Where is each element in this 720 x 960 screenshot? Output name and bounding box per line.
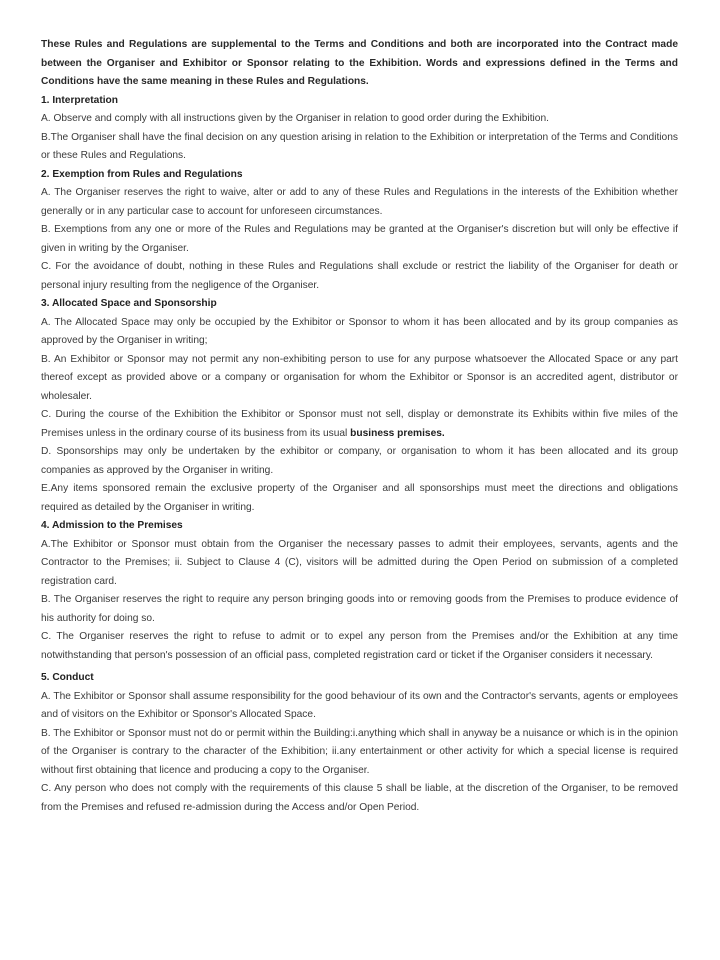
- intro-paragraph: These Rules and Regulations are supplemental to the Terms and Conditions and both are incorporated into the Contract made between the Organiser and Exhibitor or Sponsor relating to the Exhibition. Words and expressions defined in the Terms and Conditions have the same meaning in these Rules and Regulations.: [41, 39, 678, 87]
- section-title: 5. Conduct: [41, 672, 94, 683]
- section-title: 1. Interpretation: [41, 94, 118, 106]
- section-title: 4. Admission to the Premises: [41, 520, 183, 531]
- section-title: 3. Allocated Space and Sponsorship: [41, 298, 217, 309]
- section-allocated-space: [41, 295, 678, 517]
- clause-paragraph: A. The Exhibitor or Sponsor shall assume responsibility for the good behaviour of its own and the Contractor's servants, agents or employees and of visitors on the Exhibitor or Sponsor's Allocated Space.: [41, 690, 678, 720]
- section-interpretation: [41, 92, 678, 166]
- clause-paragraph: C. For the avoidance of doubt, nothing in these Rules and Regulations shall exclude or restrict the liability of the Organiser for death or personal injury resulting from the negligence of the Organiser.: [41, 261, 678, 291]
- clause-paragraph: [41, 406, 678, 443]
- clause-paragraph: C. Any person who does not comply with the requirements of this clause 5 shall be liable, at the discretion of the Organiser, to be removed from the Premises and refused re-admission during the Access and/or Open Period.: [41, 783, 678, 813]
- clause-paragraph: B. The Exhibitor or Sponsor must not do or permit within the Building:i.anything which shall in anyway be a nuisance or which is in the opinion of the Organiser is contrary to the character of the Exhibition; ii.any entertainment or other activity for which a special license is required without first obtaining that licence and producing a copy to the Organiser.: [41, 727, 678, 776]
- clause-paragraph: D. Sponsorships may only be undertaken by the exhibitor or company, or organisation to whom it has been allocated and its group companies as approved by the Organiser in writing.: [41, 446, 678, 476]
- clause-paragraph: E.Any items sponsored remain the exclusive property of the Organiser and all sponsorships must meet the directions and obligations required as detailed by the Organiser in writing.: [41, 483, 678, 513]
- clause-text: C. During the course of the Exhibition the Exhibitor or Sponsor must not sell, display or demonstrate its Exhibits within five miles of the Premises unless in the ordinary course of its business from its usual: [41, 409, 678, 439]
- clause-paragraph: A. The Allocated Space may only be occupied by the Exhibitor or Sponsor to whom it has been allocated and by its group companies as approved by the Organiser in writing;: [41, 316, 678, 346]
- clause-paragraph: B. The Organiser reserves the right to require any person bringing goods into or removing goods from the Premises to produce evidence of his authority for doing so.: [41, 594, 678, 624]
- clause-paragraph: B. An Exhibitor or Sponsor may not permit any non-exhibiting person to use for any purpose whatsoever the Allocated Space or any part thereof except as provided above or a company or organisation for whom the Exhibitor or Sponsor is an accredited agent, distributor or wholesaler.: [41, 353, 678, 402]
- section-exemption: [41, 166, 678, 296]
- clause-paragraph: A. The Organiser reserves the right to waive, alter or add to any of these Rules and Regulations in the interests of the Exhibition whether generally or in any particular case to account for unforeseen circumstances.: [41, 187, 678, 217]
- clause-paragraph: B. Exemptions from any one or more of the Rules and Regulations may be granted at the Organiser's discretion but will only be effective if given in writing by the Organiser.: [41, 224, 678, 254]
- section-title: 2. Exemption from Rules and Regulations: [41, 168, 243, 180]
- bold-phrase: business premises.: [350, 427, 445, 439]
- section-admission: [41, 517, 678, 665]
- rules-document: [41, 36, 678, 817]
- clause-paragraph: A. Observe and comply with all instructions given by the Organiser in relation to good order during the Exhibition.: [41, 113, 549, 124]
- clause-paragraph: B.The Organiser shall have the final decision on any question arising in relation to the Exhibition or interpretation of the Terms and Conditions or these Rules and Regulations.: [41, 131, 678, 161]
- clause-paragraph: C. The Organiser reserves the right to refuse to admit or to expel any person from the Premises and/or the Exhibition at any time notwithstanding that person's possession of an official pass, completed registration card or ticket if the Organiser considers it necessary.: [41, 631, 678, 661]
- section-conduct: [41, 669, 678, 817]
- clause-paragraph: A.The Exhibitor or Sponsor must obtain from the Organiser the necessary passes to admit their employees, servants, agents and the Contractor to the Premises; ii. Subject to Clause 4 (C), visitors will be admitted during the Open Period on submission of a completed registration card.: [41, 538, 678, 587]
